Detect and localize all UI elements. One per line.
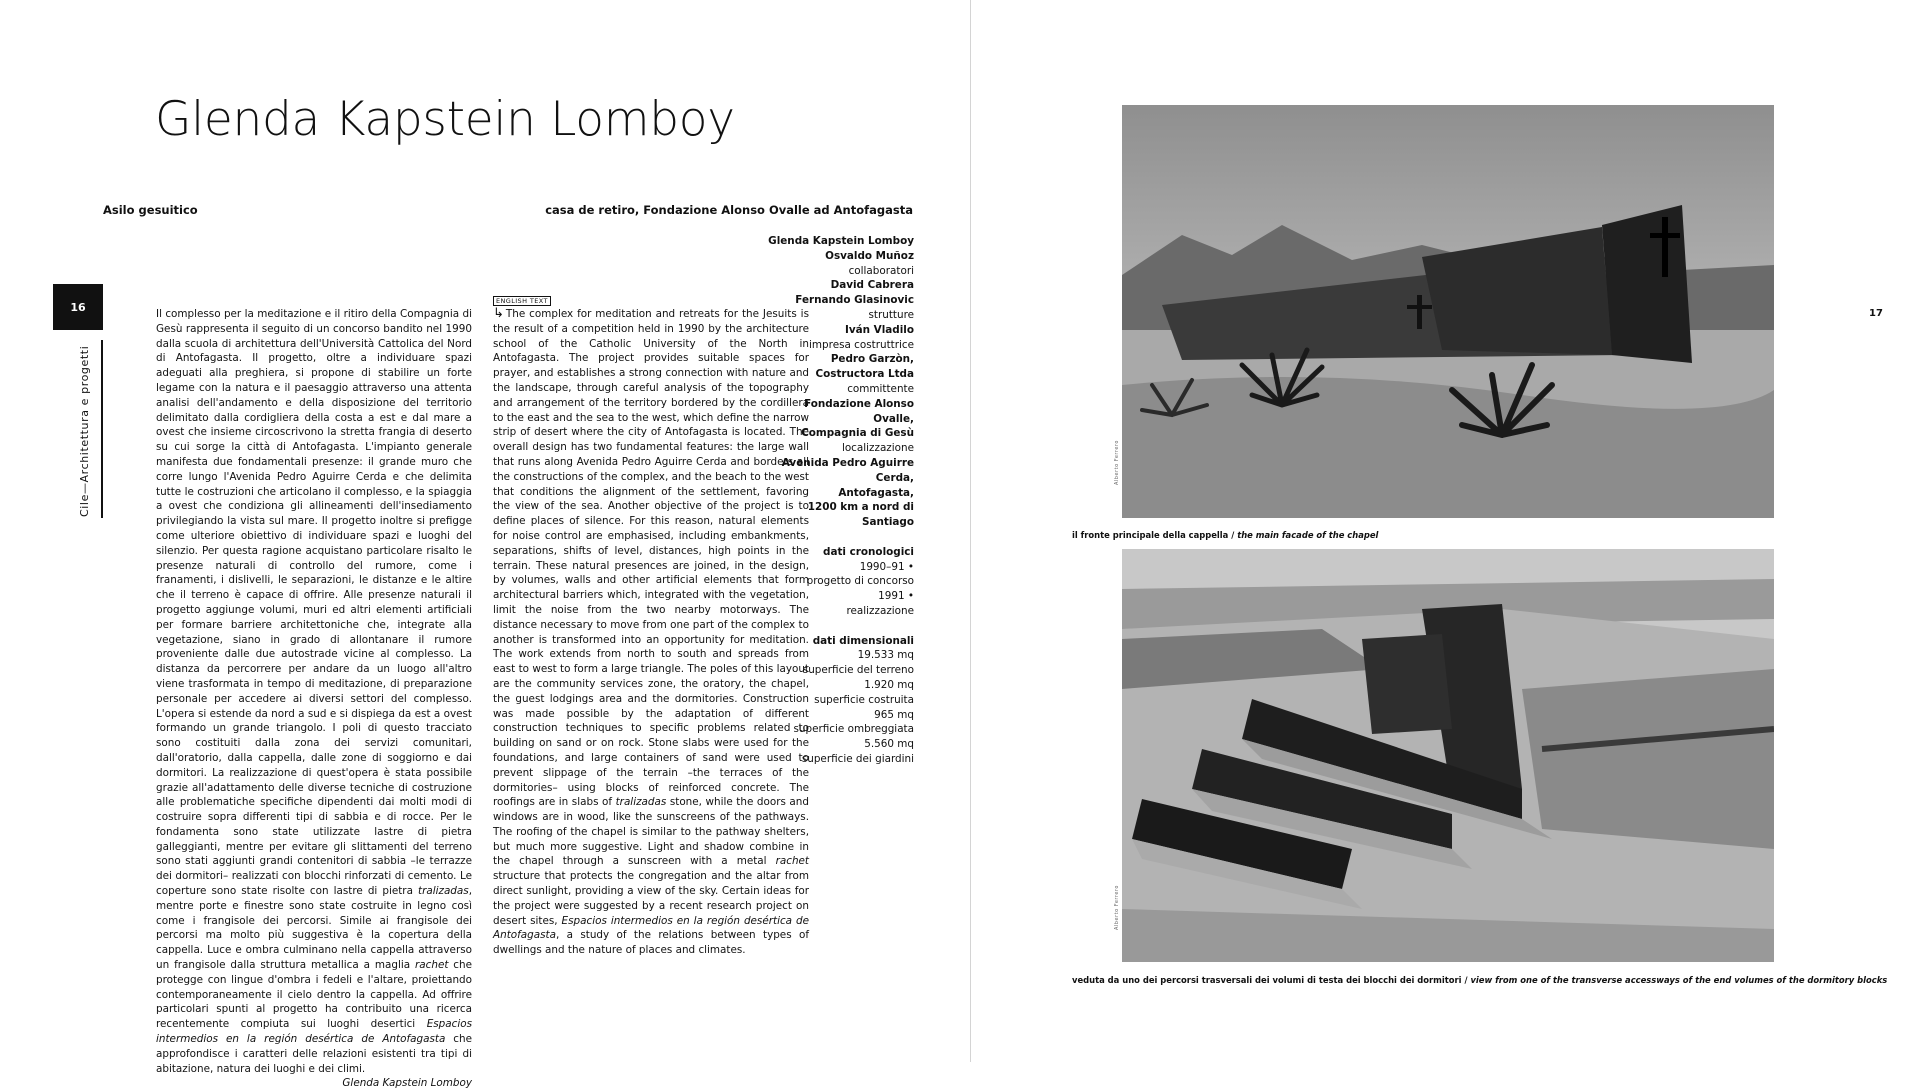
credit-collaborator: David Cabrera — [830, 279, 914, 292]
credit-label: strutture — [868, 308, 914, 321]
dims-heading: dati dimensionali — [812, 634, 914, 647]
project-subtitle: casa de retiro, Fondazione Alonso Ovalle ad Antofagasta — [545, 203, 913, 217]
chrono-label: progetto di concorso — [806, 575, 914, 588]
chapel-facade-photo — [1122, 105, 1774, 518]
credit-label: collaboratori — [848, 264, 914, 277]
dim-value: 19.533 mq — [857, 649, 914, 662]
credit-architect: Osvaldo Muñoz — [825, 249, 914, 262]
photo-caption — [1072, 530, 1378, 540]
credit-label: impresa costruttrice — [809, 338, 914, 351]
page-title: Glenda Kapstein Lomboy — [155, 92, 735, 147]
chrono-value: 1991 • — [878, 590, 914, 603]
spacer — [760, 530, 914, 545]
section-label: Cile—Architettura e progetti — [78, 345, 91, 517]
credit-collaborator: Fernando Glasinovic — [795, 294, 914, 307]
italian-body-1: Il complesso per la meditazione e il ritiro della Compagnia di Gesù rappresenta il seguito di un concorso bandito nel 1990 dalla scuola di architettura dell'Università Cattolica del Nord di Antofagasta. Il progetto, oltre a individuare spazi adeguati alla preghiera, si propone di stabilire un forte legame con la natura e il paesaggio attraverso una attenta analisi dell'andamento e della disposizione del territorio delimitato dalla cordigliera della costa a est e dal mare a ovest che insieme circoscrivono la stretta frangia di deserto su cui sorge la città di Antofagasta. L'impianto generale manifesta due fondamentali presenze: il grande muro che corre lungo l'Avenida Pedro Aguirre Cerda e che delimita tutte le costruzioni che articolano il complesso, e la spiaggia a ovest che condiziona gli allineamenti dell'insediamento privilegiando la vista sul mare. Il progetto inoltre si prefigge come ulteriore obiettivo di individuare spazi e luoghi del silenzio. Per questa ragione acquistano particolare risalto le presenze naturali di controllo del rumore, come i franamenti, i dislivelli, le separazioni, le distanze e le altire che il terreno è capace di offrire. Alle presenze naturali il progetto aggiunge volumi, muri ed altri elementi artificiali per formare barriere architettoniche che, integrate alla vegetazione, siano in grado di allontanare il rumore proveniente dalle due autostrade vicine al complesso. La distanza da percorrere per andare da un luogo all'altro viene trasformata in tempo di meditazione, di preparazione personale per accedere ai diversi settori del complesso. L'opera si estende da nord a sud e si dispiega da est a ovest formando un grande triangolo. I poli di questo tracciato sono costituiti dalla zona dei servizi comunitari, dall'oratorio, dalla cappella, dalle zone di soggiorno e dai dormitori. La realizzazione di quest'opera è stata possibile grazie all'adattamento delle diverse tecniche di costruzione alle problematiche specifiche dipendenti dai molti modi di costruire sopra differenti tipi di sabbia e di rocce. Per le fondamenta sono state utilizzate lastre di pietra galleggianti, mentre per evitare gli slittamenti del terreno sono stati aggiunti grandi contenitori di sabbia –le terrazze dei dormitori– realizzati con blocchi rinforzati di cemento. Le coperture sono state risolte con lastre di pietra — [156, 308, 472, 898]
credit-client: Fondazione Alonso Ovalle, — [804, 397, 914, 425]
credit-builder: Costructora Ltda — [815, 368, 914, 381]
dim-label: superficie costruita — [814, 693, 914, 706]
italian-body-4: che approfondisce i caratteri delle relazioni esistenti tra tipi di abitazione, natura dei luoghi e dei climi. — [156, 1033, 472, 1075]
photo-credit: Alberto Ferrero — [1114, 885, 1120, 930]
italian-paragraph — [156, 307, 472, 1076]
dim-value: 1.920 mq — [864, 678, 914, 691]
english-body-2: stone, while the doors and windows are in wood, like the sunscreens of the pathways. The roofing of the chapel is similar to the pathway shelters, but much more suggestive. Light and shadow combine in the chapel through a sunscreen with a metal — [493, 796, 809, 868]
credit-location: Antofagasta, — [838, 486, 914, 499]
project-credits — [760, 234, 914, 767]
project-title: Asilo gesuitico — [103, 203, 198, 217]
dim-label: superficie dei giardini — [801, 752, 914, 765]
photo-caption — [1072, 975, 1887, 985]
author-signature: Glenda Kapstein Lomboy — [342, 1077, 472, 1090]
chrono-label: realizzazione — [846, 604, 914, 617]
english-text-tag: ENGLISH TEXT — [493, 296, 551, 306]
english-body-4: , a study of the relations between types of dwellings and the nature of places and climates. — [493, 929, 809, 957]
dim-value: 5.560 mq — [864, 738, 914, 751]
italic-term: tralizadas — [418, 885, 469, 898]
credit-label: localizzazione — [841, 442, 914, 455]
italic-term: tralizadas — [615, 796, 667, 809]
credit-structures: Iván Vladilo — [845, 323, 914, 336]
chrono-heading: dati cronologici — [823, 545, 914, 558]
caption-english: view from one of the transverse accessways of the end volumes of the dormitory blocks — [1470, 975, 1888, 985]
photo-credit: Alberto Ferrero — [1114, 440, 1120, 485]
spacer — [760, 619, 914, 634]
credit-client: Compagnia di Gesù — [801, 427, 914, 440]
italian-body-2: , mentre porte e finestre sono state costruite in legno così come i frangisole dei percorsi. Simile ai frangisole dei percorsi ma molto più suggestiva è la copertura della cappella. Luce e ombra culminano nella cappella attraverso un frangisole dalla struttura metallica a maglia — [156, 885, 472, 972]
italian-body-3: che protegge con lingue d'ombra i fedeli e l'altare, proiettando contemporaneamente il cielo dentro la cappella. Ad offrire particolari spunti al progetto ha contribuito una ricerca recentemente compiuta sui luoghi desertici — [156, 959, 472, 1031]
italic-term: rachet — [415, 959, 449, 972]
caption-italian: veduta da uno dei percorsi trasversali dei volumi di testa dei blocchi dei dormitori / — [1072, 975, 1471, 985]
page-spine — [970, 0, 971, 1062]
italian-text-column — [156, 307, 472, 1091]
credit-builder: Pedro Garzòn, — [830, 353, 914, 366]
page-number-right: 17 — [1869, 308, 1883, 319]
arrow-icon: ↳ — [493, 306, 504, 321]
italic-term: rachet — [775, 855, 809, 868]
credit-label: committente — [847, 382, 914, 395]
dim-label: superficie del terreno — [802, 664, 914, 677]
chrono-value: 1990–91 • — [859, 560, 914, 573]
dim-label: superficie ombreggiata — [793, 723, 914, 736]
english-body-1: The complex for meditation and retreats for the Jesuits is the result of a competition held in 1990 by the architecture school of the Catholic University of the North in Antofagasta. The project provides suitable spaces for prayer, and establishes a strong connection with nature and the landscape, through careful analysis of the topography and arrangement of the territory bordered by the cordillera to the east and the sea to the west, which define the narrow strip of desert where the city of Antofagasta is located. The overall design has two fundamental features: the large wall that runs along Avenida Pedro Aguirre Cerda and borders all the constructions of the complex, and the beach to the west that conditions the alignment of the settlement, favoring the view of the sea. Another objective of the project is to define places of silence. For this reason, natural elements for noise control are emphasised, including embankments, separations, shifts of level, distances, high points in the terrain. These natural presences are joined, in the design, by volumes, walls and other artificial elements that form architectural barriers which, integrated with the vegetation, limit the noise from the two nearby motorways. The distance necessary to move from one part of the complex to another is transformed into an opportunity for meditation. The work extends from north to south and spreads from east to west to form a large triangle. The poles of this layout are the community services zone, the oratory, the chapel, the guest lodgings area and the dormitories. Construction was made possible by the adaptation of different construction techniques to specific problems related to building on sand or on rock. Stone slabs were used for the foundations, and large containers of sand were used to prevent slippage of the terrain –the terraces of the dormitories– using blocks of reinforced concrete. The roofings are in slabs of — [493, 308, 809, 809]
credit-location: Avenida Pedro Aguirre Cerda, — [781, 456, 914, 484]
dormitory-photo — [1122, 549, 1774, 962]
italic-research-title: Espacios intermedios en la región desértica de Antofagasta — [156, 1018, 472, 1046]
credit-architect: Glenda Kapstein Lomboy — [768, 235, 914, 247]
caption-english: the main facade of the chapel — [1237, 530, 1379, 540]
english-body-3: structure that protects the congregation and the altar from direct sunlight, providing a view of the sky. Certain ideas for the project were suggested by a recent research project on desert sites, — [493, 870, 809, 927]
credit-location: 1200 km a nord di Santiago — [807, 501, 914, 529]
italic-research-title: Espacios intermedios en la región desértica de Antofagasta — [493, 914, 809, 942]
dim-value: 965 mq — [874, 708, 914, 721]
section-divider — [101, 340, 103, 518]
page-number-left: 16 — [53, 284, 103, 330]
caption-italian: il fronte principale della cappella / — [1072, 530, 1238, 540]
